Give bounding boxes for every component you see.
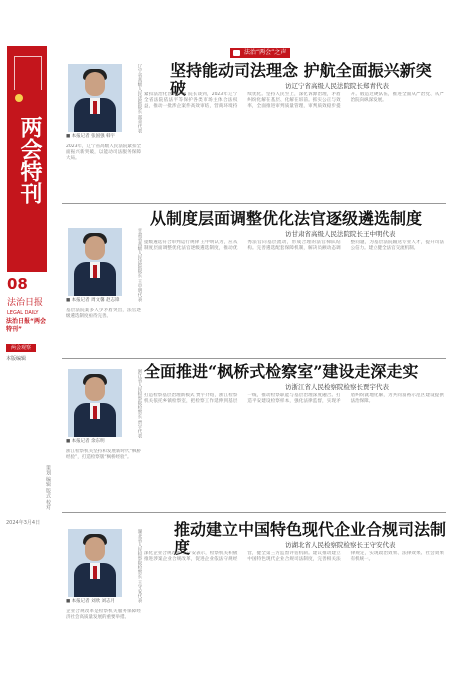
- article-intro: 企业合规改革是检察机关服务保障经济社会高质量发展的重要举措。: [66, 609, 141, 620]
- pull-quote: 辽宁省高级人民法院院长 郑青代表: [137, 64, 142, 133]
- masthead-banner: [7, 46, 47, 272]
- article-jia-yu: [62, 361, 446, 509]
- page-number: 08: [7, 275, 28, 293]
- photo-caption: ■ 本报记者 张国强 韩宇: [66, 134, 116, 139]
- paper-name-english: LEGAL DAILY: [7, 310, 39, 316]
- article-wang-zhongming: [62, 206, 446, 356]
- article-wang-shouan: [62, 515, 446, 681]
- portrait-photo: [68, 369, 122, 437]
- article-subtitle: 访甘肃省高级人民法院院长王中明代表: [285, 230, 396, 238]
- side-tag: 两会观察: [6, 344, 36, 352]
- article-body: 提级遴选符合审判运行规律 王中明认为，应从制度层面调整优化法官逐级遴选制度，推动优秀法官向基层流动，形成合理的法官梯队结构。完善遴选配套保障机制，解决员额动态调整问题，为基层法院输送专业人才，提升司法公信力。建立健全法官交流机制。: [144, 240, 444, 251]
- article-title: 从制度层面调整优化法官逐级遴选制度: [150, 209, 423, 228]
- issue-date: 2024年3月4日: [6, 520, 41, 526]
- portrait-photo: [68, 228, 122, 296]
- section-tag: 法治“两会”之声: [230, 48, 290, 58]
- paper-name: 法治日报: [7, 298, 44, 308]
- article-intro: 浙江检察机关坚持和发展新时代“枫桥经验”，打造检察版“枫桥经验”。: [66, 449, 141, 460]
- section-divider: [62, 358, 446, 359]
- article-subtitle: 访湖北省人民检察院检察长王守安代表: [285, 541, 396, 549]
- flag-icon: [11, 90, 43, 108]
- side-headline: 法治日报“两会特刊”: [6, 318, 46, 333]
- portrait-photo: [68, 529, 122, 597]
- article-intro: 基层法院案多人少矛盾突出，法官逐级遴选制度亟待完善。: [66, 308, 141, 319]
- section-divider: [62, 203, 446, 204]
- article-title: 全面推进“枫桥式检察室”建设走深走实: [144, 362, 419, 381]
- photo-caption: ■ 本报记者 刘欣 刘志月: [66, 599, 116, 604]
- pull-quote: 甘肃省高级人民法院院长 王中明代表: [137, 228, 142, 302]
- article-body: 打造检察基层治理新模式 贾宇介绍，浙江检察机关依托乡镇检察室，把检察工作延伸到基层一线，推动检察职能与基层治理深度融合。打造平安建设检察样本，强化法律监督，实现矛盾纠纷就地化解，为共同富裕示范区建设提供法治保障。: [144, 393, 444, 404]
- article-subtitle: 访辽宁省高级人民法院院长郑青代表: [285, 82, 389, 90]
- section-divider: [62, 512, 446, 513]
- portrait-photo: [68, 64, 122, 132]
- pull-quote: 湖北省人民检察院检察长 王守安代表: [137, 529, 142, 603]
- article-title: 推动建立中国特色现代企业合规司法制度: [174, 520, 447, 557]
- article-body: 紧扣法治化营商环境 院长谈到，2023年辽宁全省法院依法平等保护各类市场主体合法权益，推动一批涉企案件高效审结，营商环境持续优化。坚持人民至上，深化诉源治理，矛盾纠纷化解在基层、化解在诉前。抓实公正与效率，全面推进审判质量管理，审判质效稳步提升。锻造过硬队伍，推进全面从严治党、从严治院向纵深发展。: [144, 92, 444, 109]
- article-intro: 2023年，辽宁省高级人民法院紧扣全面振兴新突破，以能动司法服务保障大局。: [66, 144, 141, 161]
- article-title: 坚持能动司法理念 护航全面振兴新突破: [170, 61, 432, 98]
- special-issue-title: 两会特刊: [17, 116, 43, 204]
- side-editor: 本版编辑: [6, 356, 27, 362]
- article-body: 深化企业合规改革 王守安表示，检察机关积极推进涉案企业合规改革，促进企业依法守规经营，健全第三方监督评估机制。建议推动建立中国特色现代企业合规司法制度，完善相关法律规定，实现政治效果、法律效果、社会效果有机统一。: [144, 551, 444, 562]
- article-zheng-qing: [62, 58, 446, 198]
- photo-caption: ■ 本报记者 周文馨 赵志锋: [66, 298, 120, 303]
- pull-quote: 浙江省人民检察院检察长 贾宇代表: [137, 369, 142, 438]
- article-subtitle: 访浙江省人民检察院检察长贾宇代表: [285, 383, 389, 391]
- photo-caption: ■ 本报记者 余东明: [66, 439, 105, 444]
- side-staff-list: 策划 编辑 版式 校对: [45, 465, 51, 510]
